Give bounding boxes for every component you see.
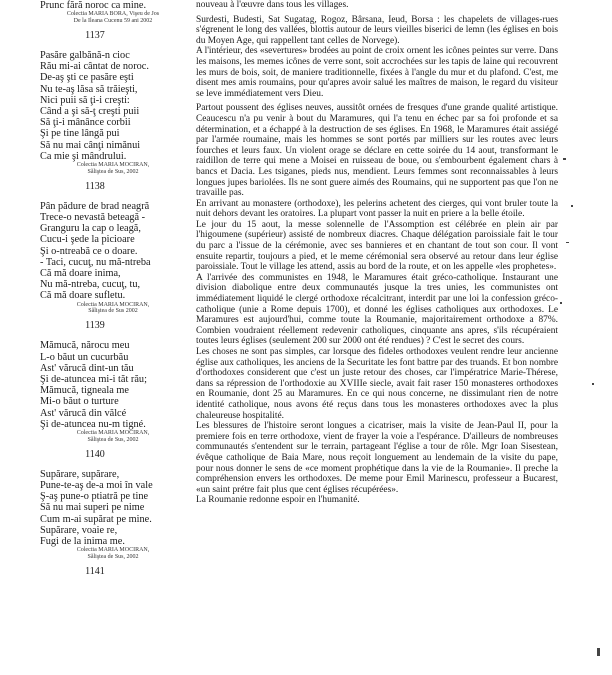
poem-number: 1141 [85,565,105,577]
poem-line: Ast' vărucă dint-un tău [40,362,134,374]
poem-line: L-o băut un cucurbău [40,351,129,363]
poem-line: Nu mă-ntreba, cucuţ, tu, [40,279,141,291]
poem-attribution: Colectia MARIA MOCIRAN, Săliştea de Sus, 2002 [76,547,150,561]
poem-1137 [40,30,190,176]
poem-attribution: Colectia MARIA MOCIRAN, Săliştea de Sus, 2002 [76,430,150,443]
poem-line: Şi pe tine lângă pui [40,128,120,140]
poem-line: Cum m-ai supărat pe mine. [40,513,152,525]
poem-number: 1138 [85,180,105,192]
article-paragraph: Partout poussent des églises neuves, aussitôt ornées de fresques d'une grande qualité artistique. Ceaucescu n'a pu venir à bout du Maramures, qui l'a tenu en échec par sa foi profonde et sa détermination, et a échappé à la destruction de ses églises. En 1968, le Maramures était assiégé par l'armée roumaine, mais les hommes se sont portés par milliers sur les routes avec leurs fourches et leurs faux. Un violent orage se déclare en cette soirée du 14 aout, transformant le raidillon de terre qui mene a Moisei en ruisseau de boue, ou s'embourbent également chars à bancs et Dacia. Les tsiganes, pieds nus, mendient. Leurs femmes sont reconnaissables à leurs longues jupes bariolées. Ils ne sont guere aimés des Roumains, qui ne supportent pas que l'on ne travaille pas. [196,103,558,199]
poem-line: Trece-o nevastă beteagă - [40,212,146,224]
poem-line: Mămucă, nărocu meu [40,340,130,352]
poem-line: Să ţi-i mânânce corbii [40,117,131,129]
article-paragraph: En arrivant au monastere (orthodoxe), les pelerins achetent des cierges, qui vont bruler toute la nuit dehors devant les oratoires. La plupart vont passer la nuit en priere a la belle étoile. [196,198,558,220]
scan-speck [592,383,594,385]
poem-line: Că mă doare inima, [40,268,121,280]
poem-attribution: Colectia MARIA MOCIRAN, Săliştea de Sus, 2002 [76,162,150,175]
poem-1139 [40,320,190,443]
poem-line: Pasăre galbănă-n cioc [40,50,130,61]
article-paragraph: La Roumanie redonne espoir en l'humanité. [196,495,360,506]
article-paragraph: A l'arrivée des communistes en 1948, le Maramures était gréco-catholique. Instaurant une division diabolique entre deux communautés jusque la tres unies, les communistes ont immédiatement liquidé le clergé orthodoxe récalcitrant, interdit par une loi la confession gréco-catholique (unie a Rome depuis 1700), et donné les églises catholiques aux orthodoxes. Le Maramures est aujourd'hui, comme toute la Roumanie, majoritairement orthodoxe a 87%. Combien voudraient réellement redevenir catholiques, cinquante ans apres, s'ils récupéraient toutes leurs églises (seulement 200 sur 2000 ont été rendues) ? C'est le secret des cours. [196,272,558,347]
scan-speck [560,302,562,304]
poem-column [40,0,190,586]
poem-line: Nici puii să ţi-i creşti: [40,94,130,106]
poem-line: Supărare, supărare, [40,468,120,480]
poem-number: 1140 [85,448,105,460]
poem-attribution: Colectia MARIA BORA, Vişeu de Jos De la Ileana Cucenu 59 ani 2002 [66,11,160,24]
scan-speck [571,205,573,207]
poem-line: Prunc fără noroc ca mine. [40,0,147,11]
poem-number: 1139 [85,320,105,332]
article-paragraph: Le jour du 15 aout, la messe solennelle de l'Assomption est célébrée en plein air par l'higoumene (supérieur) assisté de nombreux diacres. Chaque délégation paroissiale fait le tour du parc a l'issue de la cérémonie, avec ses bannieres et en chantant de tout son cour. Il vont ensuite repartir, toujours a pied, et le meme cérémonial sera observé au retour dans leur église paroissiale. Tout le village les attend, assis au bord de la route, et on les appelle «les prophetes». [196,219,558,273]
poem-1141 [40,566,190,577]
poem-line: Că mă doare sufletu. [40,290,126,302]
poem-line: Fugi de la inima me. [40,536,125,548]
poem-line: Ast' vărucă din vălcé [40,407,127,419]
poem-line: Rău mi-ai cântat de noroc. [40,61,149,73]
poem-line: - Taci, cucuţ, nu mă-ntreba [40,256,151,268]
poem-line: Granguru la cap o leagă, [40,223,141,235]
scan-speck [597,648,600,656]
poem-line: Când a şi să-ţ creşti puii [40,106,140,118]
poem-line: Să nu mai cânţi nimănui [40,139,141,151]
scan-speck [566,242,569,243]
poem-1138 [40,181,190,316]
article-paragraph: A l'intérieur, des «severtures» brodées au point de croix ornent les icônes peintes sur verre. Dans les maisons, les memes icônes de verre sont, soit accrochées sur les tapis de laine qui recouvrent les murs de bois, soit, de maniere traditionnelle, fixées à l'angle du mur et du plafond. C'est, me disent mes amis roumains, pour qu'apres avoir salué les maîtres de maison, le regard du visiteur se leve immédiatement vers Dieu. [196,46,558,99]
poem-line: Ş-aş pune-o ptiatră pe tine [40,491,149,503]
poem-line: Pân pădure de brad neagră [40,200,150,212]
scan-speck [563,158,566,160]
poem-line: Şi de-atuncea mi-i tăt rău; [40,374,147,386]
article-paragraph: nouveau à l'œuvre dans tous les villages. [196,0,349,10]
poem-line: De-aş şti ce pasăre eşti [40,72,134,84]
poem-line: Pune-te-aş de-a moi în vale [40,480,153,492]
poem-line: Nu te-aş lăsa să trăieşti, [40,83,138,95]
poem-line: Şi o-ntreabă ce o doare. [40,245,138,257]
article-paragraph: Les choses ne sont pas simples, car lorsque des fideles orthodoxes veulent rendre leur ancienne église aux catholiques, les anciens de la Securitate les font battre par des truands. Et bon nombre d'orthodoxes considerent que c'est un juste retour des choses, car l'impératrice Marie-Thérese, dans sa répression de l'orthodoxie au XVIIIe siecle, avait fait raser 150 monasteres orthodoxes en Roumanie, dont 25 au Maramures. En ce qui nous concerne, ne dissimulant rien de notre identité catholique, nous avons été reçus dans tous les monasteres orthodoxes avec la plus chaleureuse hospitalité. [196,347,558,421]
poem-1140 [40,449,190,561]
poem-number: 1137 [85,29,105,41]
poem-attribution: Colectia MARIA MOCIRAN, Săliştea de Sus 2002 [76,301,150,315]
poem-line: Ca mie şi mândrului. [40,150,127,162]
article-paragraph: Surdesti, Budesti, Sat Sugatag, Rogoz, Bârsana, Ieud, Borsa : les chapelets de villages-rues s'égrenent le long des vallées, blottis autour de leurs vieilles biserici de lemn (les églises en bois du Moyen Age, qui rappellent tant celles de Norvege). [196,14,558,46]
poem-line: Cucu-i şede la picioare [40,234,135,246]
poem-line: Mi-o băut o turture [40,396,119,408]
article-column [196,0,558,506]
poem-line: Supărare, voaie re, [40,524,118,536]
poem-line: Şi de-atuncea nu-m tigné. [40,418,146,430]
poem-line: Mămucă, tigneala me [40,385,129,397]
poem-fragment [40,0,190,25]
article-paragraph: Les blessures de l'histoire seront longues a cicatriser, mais la visite de Jean-Paul II, pour la premiere fois en terre orthodoxe, vient de frayer la voie a l'espérance. D'ailleurs de nombreuses communautés s'entendent sur le terrain, partageant l'église a tour de rôle. Mgr Ioan Sisestean, évêque catholique de Baia Mare, nous reçoit longuement au lendemain de la visite du pape, pour nous donner le sens de «ce moment prophétique dans la vie de la Roumanie». Il preche la compréhension envers les orthodoxes. De meme pour Emil Marinescu, professeur a Bucarest, «un saint prétre fait plus que cent églises récupérées». [196,421,558,495]
poem-line: Să nu mai superi pe nime [40,502,145,514]
